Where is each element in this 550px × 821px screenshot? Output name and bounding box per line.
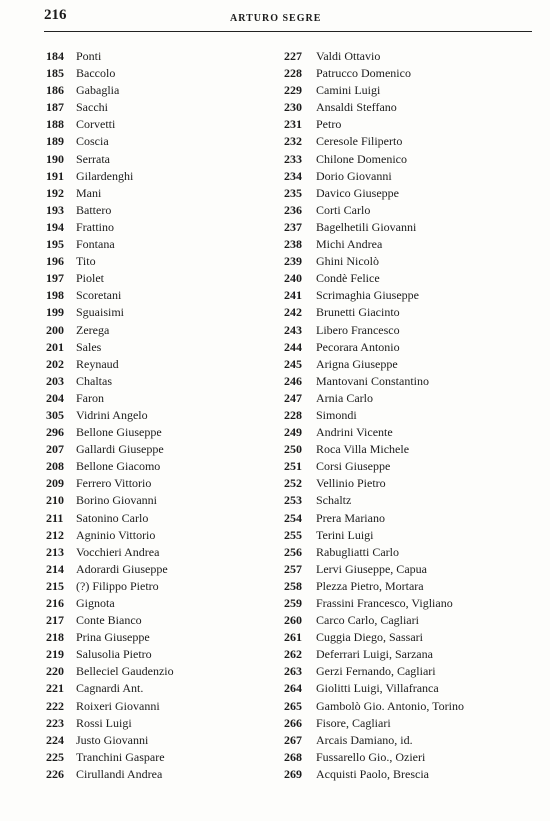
entry-name: Ponti [76,49,102,63]
list-item [284,629,524,646]
entry-number: 235 [284,185,302,200]
entry-name: Plezza Pietro, Mortara [316,578,424,593]
entry-number: 215 [46,578,64,593]
entry-name: Scrimaghia Giuseppe [316,288,419,303]
entry-number: 186 [46,83,64,98]
entry-number: 226 [46,766,64,781]
entry-number: 269 [284,766,302,781]
list-item [46,270,266,287]
entry-number: 234 [284,168,302,183]
entry-number: 202 [46,356,64,371]
entry-name: Vellinio Pietro [316,476,386,491]
entry-number: 200 [46,322,64,337]
list-item [46,99,266,116]
list-item [284,578,524,595]
list-item [284,48,524,65]
list-item [284,561,524,578]
entry-number: 203 [46,373,64,388]
page-header [0,0,550,32]
entry-name: Roca Villa Michele [316,442,410,457]
entry-name: Piolet [76,271,105,286]
entry-number: 197 [46,271,64,286]
list-item [46,595,266,612]
list-item [284,390,524,407]
list-item [46,151,266,168]
entry-name: Rossi Luigi [76,715,132,730]
entry-name: Fisore, Cagliari [316,715,391,730]
entry-name: Petro [316,117,342,132]
entry-number: 254 [284,510,302,525]
list-item [284,99,524,116]
entry-number: 260 [284,613,302,628]
entry-number: 227 [284,49,302,63]
list-item [46,133,266,150]
entry-name: Ansaldi Steffano [316,100,397,115]
list-item [46,646,266,663]
entry-number: 265 [284,698,302,713]
list-item [46,475,266,492]
entry-number: 198 [46,288,64,303]
list-item [284,612,524,629]
list-item [46,356,266,373]
entry-number: 256 [284,544,302,559]
entry-number: 246 [284,373,302,388]
entry-number: 193 [46,202,64,217]
entry-number: 217 [46,613,64,628]
page-number: 216 [44,7,67,23]
entry-number: 214 [46,561,64,576]
entry-number: 264 [284,681,302,696]
list-item [46,663,266,680]
list-item [284,732,524,749]
entry-number: 189 [46,134,64,149]
list-item [284,766,524,783]
entry-name: Camini Luigi [316,83,381,98]
entry-name: Gallardi Giuseppe [76,442,164,457]
entry-name: Agninio Vittorio [76,527,156,542]
entry-number: 207 [46,442,64,457]
entry-number: 296 [46,425,64,440]
entry-name: Bellone Giuseppe [76,425,162,440]
entry-name: Tranchini Gaspare [76,749,165,764]
entry-number: 201 [46,339,64,354]
entry-name: Acquisti Paolo, Brescia [316,766,429,781]
entry-number: 233 [284,151,302,166]
entry-name: Zerega [76,322,110,337]
entry-number: 257 [284,561,302,576]
entry-number: 231 [284,117,302,132]
list-item [46,253,266,270]
list-item [284,133,524,150]
entry-number: 249 [284,425,302,440]
entry-number: 262 [284,647,302,662]
entry-name: Sales [76,339,102,354]
entry-number: 251 [284,459,302,474]
list-item [284,356,524,373]
entry-name: Schaltz [316,493,352,508]
list-item [46,116,266,133]
entry-number: 216 [46,596,64,610]
list-item [46,715,266,732]
entry-name: Cuggia Diego, Sassari [316,630,423,645]
entry-name: Cirullandi Andrea [76,766,163,781]
entry-name: Arcais Damiano, id. [316,732,413,747]
entry-name: Prera Mariano [316,510,385,525]
entry-number: 263 [284,664,302,679]
entry-number: 305 [46,407,64,422]
list-item [284,458,524,475]
list-item [284,168,524,185]
entry-number: 240 [284,271,302,286]
entry-name: Scoretani [76,288,122,303]
entry-number: 237 [284,219,302,234]
entry-name: Reynaud [76,356,119,371]
list-item [284,82,524,99]
entry-number: 185 [46,66,64,81]
entry-number: 253 [284,493,302,508]
entry-name: Gignota [76,596,115,610]
list-item [284,151,524,168]
entry-name: Simondi [316,407,357,422]
list-item [46,168,266,185]
list-item [284,116,524,133]
list-item [284,595,524,612]
entry-number: 209 [46,476,64,491]
entry-name: Ghini Nicolò [316,254,379,269]
list-item [284,407,524,424]
list-item [284,492,524,509]
entry-name: Mani [76,185,102,200]
list-item [284,185,524,202]
entry-name: Fontana [76,237,115,252]
list-item [46,510,266,527]
list-item [284,646,524,663]
list-item [284,544,524,561]
list-item [46,578,266,595]
entry-name: Davico Giuseppe [316,185,399,200]
entry-number: 242 [284,305,302,320]
entry-name: Chilone Domenico [316,151,407,166]
entry-name: Bagelhetili Giovanni [316,219,417,234]
list-item [284,236,524,253]
entry-name: Arnia Carlo [316,390,373,405]
entry-number: 236 [284,202,302,217]
entry-number: 229 [284,83,302,98]
entry-name: Sguaisimi [76,305,125,320]
entry-number: 267 [284,732,302,747]
entry-name: Libero Francesco [316,322,400,337]
entry-name: Belleciel Gaudenzio [76,664,174,679]
list-item [46,82,266,99]
entry-number: 187 [46,100,64,115]
entry-name: Battero [76,202,112,217]
list-item [46,373,266,390]
entry-name: Ferrero Vittorio [76,476,152,491]
entry-name: Bellone Giacomo [76,459,161,474]
entry-number: 208 [46,459,64,474]
list-item [284,322,524,339]
list-item [46,65,266,82]
entry-number: 241 [284,288,302,303]
entry-number: 199 [46,305,64,320]
entry-name: Gabaglia [76,83,120,98]
entry-name: Deferrari Luigi, Sarzana [316,647,433,662]
entry-number: 225 [46,749,64,764]
entry-number: 210 [46,493,64,508]
list-item [284,287,524,304]
list-item [46,629,266,646]
entry-name: Conte Bianco [76,613,142,628]
list-item [284,698,524,715]
list-item [284,253,524,270]
entry-name: Giolitti Luigi, Villafranca [316,681,439,696]
entry-name: Pecorara Antonio [316,339,400,354]
entry-name: Gilardenghi [76,168,134,183]
list-item [284,441,524,458]
entry-name: Dorio Giovanni [316,168,392,183]
header-rule [44,31,532,32]
list-item [284,65,524,82]
entry-number: 211 [46,510,64,525]
list-item [284,510,524,527]
entry-number: 244 [284,339,302,354]
entry-number: 250 [284,442,302,457]
entry-name: Lervi Giuseppe, Capua [316,561,427,576]
entry-name: Frassini Francesco, Vigliano [316,596,453,610]
entry-name: Coscia [76,134,109,149]
entry-name: Carco Carlo, Cagliari [316,613,419,628]
entry-name: Brunetti Giacinto [316,305,400,320]
list-item [46,48,266,65]
entry-number: 258 [284,578,302,593]
entry-number: 223 [46,715,64,730]
entry-number: 255 [284,527,302,542]
entry-name: Frattino [76,219,114,234]
list-item [46,458,266,475]
running-title: ARTURO SEGRE [230,13,322,24]
entry-name: Gambolò Gio. Antonio, Torino [316,698,464,713]
entry-number: 191 [46,168,64,183]
entry-number: 261 [284,630,302,645]
entry-name: Valdi Ottavio [316,49,381,63]
entry-number: 195 [46,237,64,252]
list-item [46,339,266,356]
list-item [284,202,524,219]
entry-name: Patrucco Domenico [316,66,411,81]
list-item [284,339,524,356]
entry-name: Serrata [76,151,110,166]
list-item [46,304,266,321]
list-item [46,732,266,749]
entry-number: 222 [46,698,64,713]
entry-name: Salusolia Pietro [76,647,152,662]
entry-name: Ceresole Filiperto [316,134,403,149]
entry-number: 219 [46,647,64,662]
list-item [46,749,266,766]
list-item [46,561,266,578]
entry-name: Baccolo [76,66,116,81]
list-item [46,441,266,458]
entry-number: 245 [284,356,302,371]
list-item [46,219,266,236]
list-item [284,373,524,390]
entry-number: 188 [46,117,64,132]
entry-number: 268 [284,749,302,764]
entry-name: Vidrini Angelo [76,407,148,422]
list-item [46,202,266,219]
entry-number: 192 [46,185,64,200]
list-item [284,270,524,287]
entry-name: Satonino Carlo [76,510,149,525]
entry-name: Fussarello Gio., Ozieri [316,749,426,764]
right-column-list [284,48,524,783]
list-item [284,715,524,732]
entry-number: 238 [284,237,302,252]
entry-name: Faron [76,390,104,405]
entry-name: Adorardi Giuseppe [76,561,168,576]
list-item [46,322,266,339]
entry-name: Sacchi [76,100,108,115]
list-item [46,492,266,509]
entry-name: Borino Giovanni [76,493,157,508]
entry-number: 204 [46,390,64,405]
entry-number: 212 [46,527,64,542]
entry-number: 194 [46,219,64,234]
entry-name: Tito [76,254,96,269]
entry-name: Roixeri Giovanni [76,698,160,713]
entry-number: 232 [284,134,302,149]
entry-name: Corsi Giuseppe [316,459,391,474]
entry-name: Prina Giuseppe [76,630,150,645]
list-item [46,698,266,715]
list-item [46,287,266,304]
list-item [46,680,266,697]
entry-name: Justo Giovanni [76,732,149,747]
list-item [46,407,266,424]
list-item [284,475,524,492]
entry-number: 228 [284,407,302,422]
entry-number: 224 [46,732,64,747]
entry-number: 259 [284,596,302,610]
entry-name: Michi Andrea [316,237,383,252]
list-item [46,527,266,544]
list-item [284,749,524,766]
entry-number: 243 [284,322,302,337]
entry-number: 230 [284,100,302,115]
entry-number: 220 [46,664,64,679]
entry-number: 184 [46,49,64,63]
entry-number: 190 [46,151,64,166]
entry-number: 218 [46,630,64,645]
entry-name: Andrini Vicente [316,425,393,440]
entry-number: 228 [284,66,302,81]
entry-name: Corvetti [76,117,116,132]
entry-number: 196 [46,254,64,269]
list-item [284,424,524,441]
entry-number: 239 [284,254,302,269]
entry-name: Cagnardi Ant. [76,681,144,696]
entry-name: Terini Luigi [316,527,374,542]
entry-name: Vocchieri Andrea [76,544,160,559]
entry-name: Mantovani Constantino [316,373,429,388]
entry-name: (?) Filippo Pietro [76,578,159,593]
list-item [46,185,266,202]
entry-number: 221 [46,681,64,696]
list-item [46,612,266,629]
list-item [46,424,266,441]
entry-number: 247 [284,390,302,405]
list-item [46,236,266,253]
entry-name: Rabugliatti Carlo [316,544,399,559]
entry-name: Corti Carlo [316,202,371,217]
list-item [284,527,524,544]
list-item [46,766,266,783]
list-item [284,219,524,236]
entry-number: 252 [284,476,302,491]
entry-name: Arigna Giuseppe [316,356,398,371]
list-item [284,680,524,697]
entry-name: Chaltas [76,373,112,388]
list-item [46,544,266,561]
entry-number: 266 [284,715,302,730]
entry-name: Condè Felice [316,271,380,286]
list-item [284,663,524,680]
list-item [46,390,266,407]
list-item [284,304,524,321]
entry-number: 213 [46,544,64,559]
left-column-list [46,48,266,783]
entry-name: Gerzi Fernando, Cagliari [316,664,436,679]
